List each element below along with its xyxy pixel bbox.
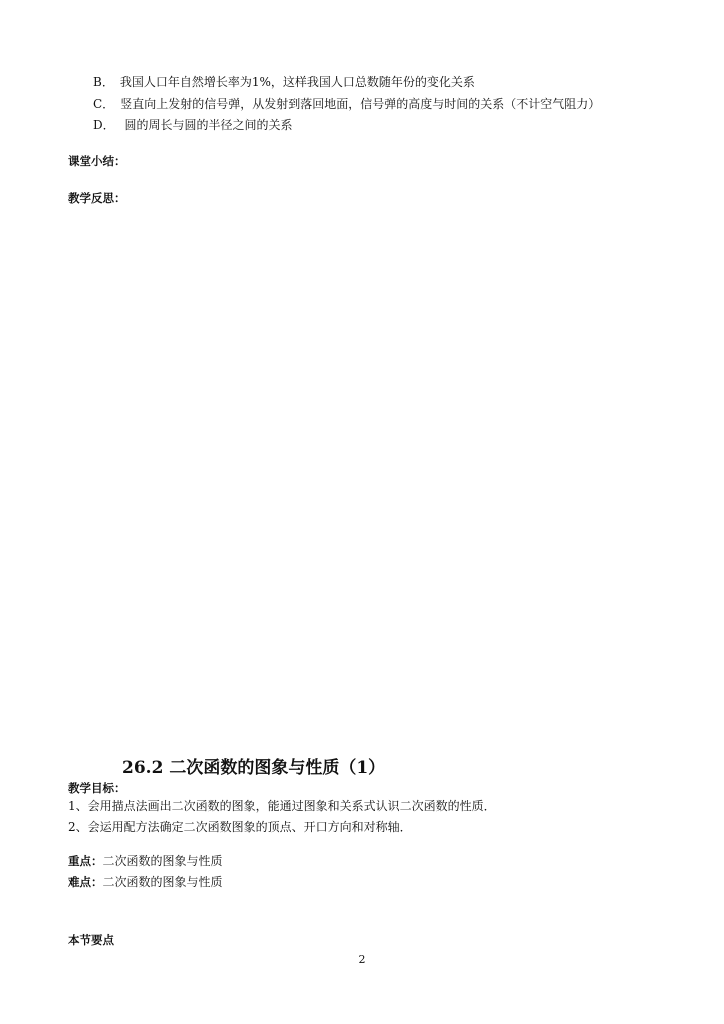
goal-item-1: 1、会用描点法画出二次函数的图象，能通过图象和关系式认识二次函数的性质． bbox=[68, 799, 496, 813]
goals-label: 教学目标： bbox=[68, 781, 126, 795]
option-d bbox=[93, 117, 292, 133]
option-d-letter: D． bbox=[93, 118, 115, 132]
option-b-letter: B． bbox=[93, 75, 114, 89]
essentials-label: 本节要点 bbox=[68, 933, 114, 947]
reflection-label: 教学反思： bbox=[68, 191, 126, 205]
key-point-text: 二次函数的图象与性质 bbox=[102, 854, 223, 868]
summary-label: 课堂小结： bbox=[68, 154, 126, 168]
option-d-text: 圆的周长与圆的半径之间的关系 bbox=[120, 118, 293, 132]
goal-item-2: 2、会运用配方法确定二次函数图象的顶点、开口方向和对称轴． bbox=[68, 820, 412, 834]
key-point-label: 重点： bbox=[68, 854, 103, 868]
option-b-text: 我国人口年自然增长率为1%，这样我国人口总数随年份的变化关系 bbox=[119, 75, 475, 89]
option-c bbox=[93, 96, 600, 112]
section-title: 26.2 二次函数的图象与性质（1） bbox=[122, 758, 386, 778]
difficulty-text: 二次函数的图象与性质 bbox=[102, 875, 223, 889]
key-point bbox=[68, 853, 223, 869]
option-c-letter: C． bbox=[93, 97, 115, 111]
difficulty bbox=[68, 874, 223, 890]
option-b bbox=[93, 74, 475, 90]
difficulty-label: 难点： bbox=[68, 875, 103, 889]
option-c-text: 竖直向上发射的信号弹，从发射到落回地面，信号弹的高度与时间的关系（不计空气阻力） bbox=[120, 97, 601, 111]
page-number: 2 bbox=[358, 953, 366, 966]
